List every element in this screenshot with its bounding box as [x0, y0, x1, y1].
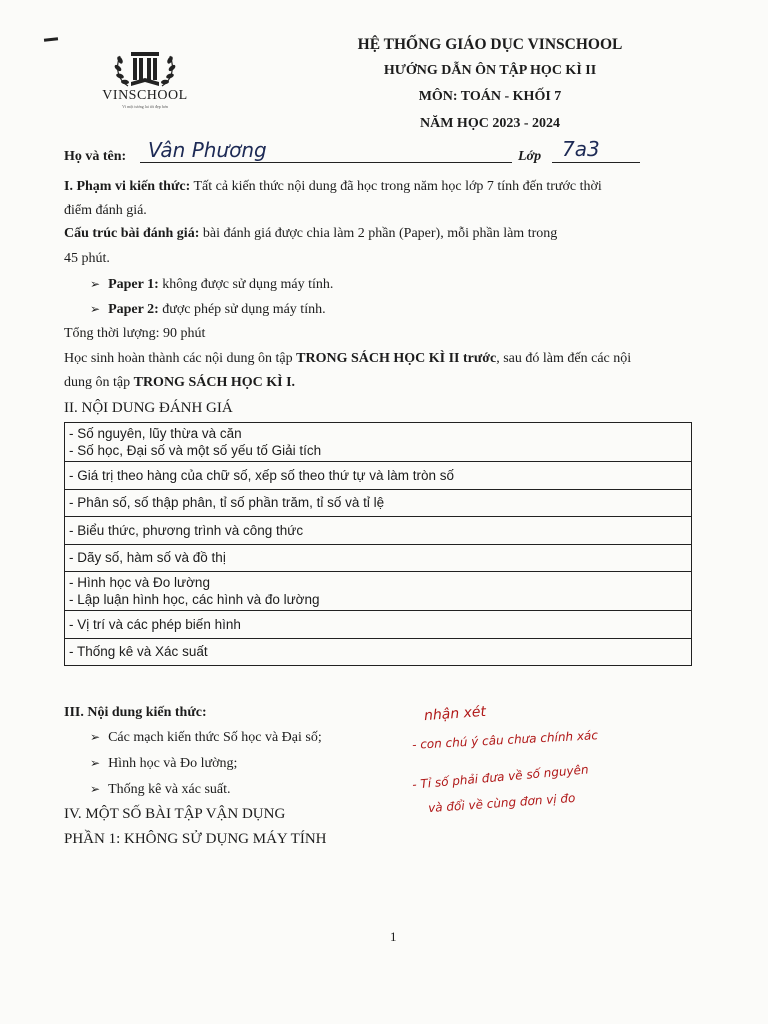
page-number: 1 [390, 929, 397, 944]
knowledge-item [90, 754, 237, 773]
table-cell [65, 638, 692, 666]
instruction-line2 [64, 374, 295, 392]
header-school-year: NĂM HỌC 2023 - 2024 [420, 116, 560, 131]
header-subject: MÔN: TOÁN - KHỐI 7 [418, 89, 562, 104]
paper1-label: Paper 1: [108, 277, 159, 292]
topic-line: - Thống kê và Xác suất [69, 644, 208, 660]
structure-text: bài đánh giá được chia làm 2 phần (Paper), mỗi phần làm trong [202, 226, 558, 241]
exercises-heading: IV. MỘT SỐ BÀI TẬP VẬN DỤNG [64, 806, 286, 822]
arrow-bullet-icon: ➢ [90, 730, 101, 744]
knowledge-item [90, 728, 322, 747]
structure-paragraph [64, 225, 704, 243]
instruction-text: dung ôn tập [64, 375, 131, 390]
part1-heading: PHẦN 1: KHÔNG SỬ DỤNG MÁY TÍNH [64, 831, 327, 847]
total-time: Tổng thời lượng: 90 phút [64, 326, 206, 341]
topic-line: - Hình học và Đo lường [69, 575, 210, 590]
scope-heading: I. Phạm vi kiến thức: [64, 179, 191, 194]
table-row [65, 423, 692, 462]
scope-text: Tất cả kiến thức nội dung đã học trong năm học lớp 7 tính đến trước thời [193, 179, 602, 194]
topic-line: - Vị trí và các phép biến hình [69, 616, 241, 632]
structure-label: Cấu trúc bài đánh giá: [64, 226, 200, 241]
annotation-title: nhận xét [423, 703, 487, 725]
table-cell [65, 611, 692, 639]
table-row [65, 489, 692, 517]
instruction-text: Học sinh hoàn thành các nội dung ôn tập [64, 351, 293, 366]
header-subtitle: HƯỚNG DẪN ÔN TẬP HỌC KÌ II [383, 63, 597, 78]
annotation-line: - Tỉ số phải đưa về số nguyên [411, 762, 590, 792]
arrow-bullet-icon: ➢ [90, 756, 101, 770]
class-underline [552, 162, 640, 163]
paper1-item [90, 275, 333, 294]
knowledge-item-text: Hình học và Đo lường; [108, 756, 238, 771]
name-underline [140, 162, 512, 163]
assessment-content-table [64, 422, 692, 666]
arrow-bullet-icon: ➢ [90, 277, 101, 291]
paper1-text: không được sử dụng máy tính. [162, 277, 334, 292]
arrow-bullet-icon: ➢ [90, 302, 101, 316]
topic-line: - Số học, Đại số và một số yếu tố Giải tích [69, 443, 322, 458]
student-name: Vân Phương [148, 138, 267, 162]
knowledge-item-text: Thống kê và xác suất. [108, 782, 231, 797]
table-row [65, 544, 692, 572]
table-cell [65, 489, 692, 517]
annotation-line: - con chú ý câu chưa chính xác [411, 728, 599, 752]
assessment-heading: II. NỘI DUNG ĐÁNH GIÁ [64, 400, 233, 416]
logo-wordmark: VINSCHOOL [102, 88, 188, 103]
annotation-line: và đổi về cùng đơn vị đo [427, 790, 576, 816]
topic-line: - Giá trị theo hàng của chữ số, xếp số theo thứ tự và làm tròn số [69, 467, 455, 483]
logo-tagline: Vì một tương lai tốt đẹp hơn [122, 104, 168, 109]
scope-paragraph [64, 178, 704, 196]
paper2-label: Paper 2: [108, 302, 159, 317]
table-row [65, 462, 692, 490]
table-cell [65, 462, 692, 490]
name-label: Họ và tên: [64, 149, 127, 164]
table-cell [65, 544, 692, 572]
paper2-item [90, 300, 326, 319]
topic-line: - Dãy số, hàm số và đồ thị [69, 550, 226, 566]
header-title: HỆ THỐNG GIÁO DỤC VINSCHOOL [357, 36, 623, 53]
paper2-text: được phép sử dụng máy tính. [162, 302, 326, 317]
table-cell [65, 572, 692, 611]
instruction-line1 [64, 350, 714, 368]
student-class: 7a3 [562, 137, 600, 161]
class-label: Lớp [518, 149, 542, 164]
topic-line: - Lập luận hình học, các hình và đo lường [69, 592, 320, 607]
scan-mark [44, 37, 58, 41]
instruction-text-cont: , sau đó làm đến các nội [496, 351, 632, 366]
structure-text-cont: 45 phút. [64, 251, 110, 266]
topic-line: - Số nguyên, lũy thừa và căn [69, 426, 242, 441]
table-row [65, 517, 692, 545]
instruction-emphasis: TRONG SÁCH HỌC KÌ I. [133, 375, 296, 390]
topic-line: - Biểu thức, phương trình và công thức [69, 522, 304, 538]
table-row [65, 638, 692, 666]
scope-text-cont: điểm đánh giá. [64, 203, 147, 218]
instruction-emphasis: TRONG SÁCH HỌC KÌ II trước [296, 351, 497, 366]
arrow-bullet-icon: ➢ [90, 782, 101, 796]
knowledge-item-text: Các mạch kiến thức Số học và Đại số; [108, 730, 322, 745]
knowledge-heading: III. Nội dung kiến thức: [64, 705, 207, 720]
table-cell [65, 423, 692, 462]
table-cell [65, 517, 692, 545]
table-row [65, 611, 692, 639]
knowledge-item [90, 780, 231, 799]
topic-line: - Phân số, số thập phân, tỉ số phần trăm, tỉ số và tỉ lệ [69, 495, 385, 511]
table-row [65, 572, 692, 611]
